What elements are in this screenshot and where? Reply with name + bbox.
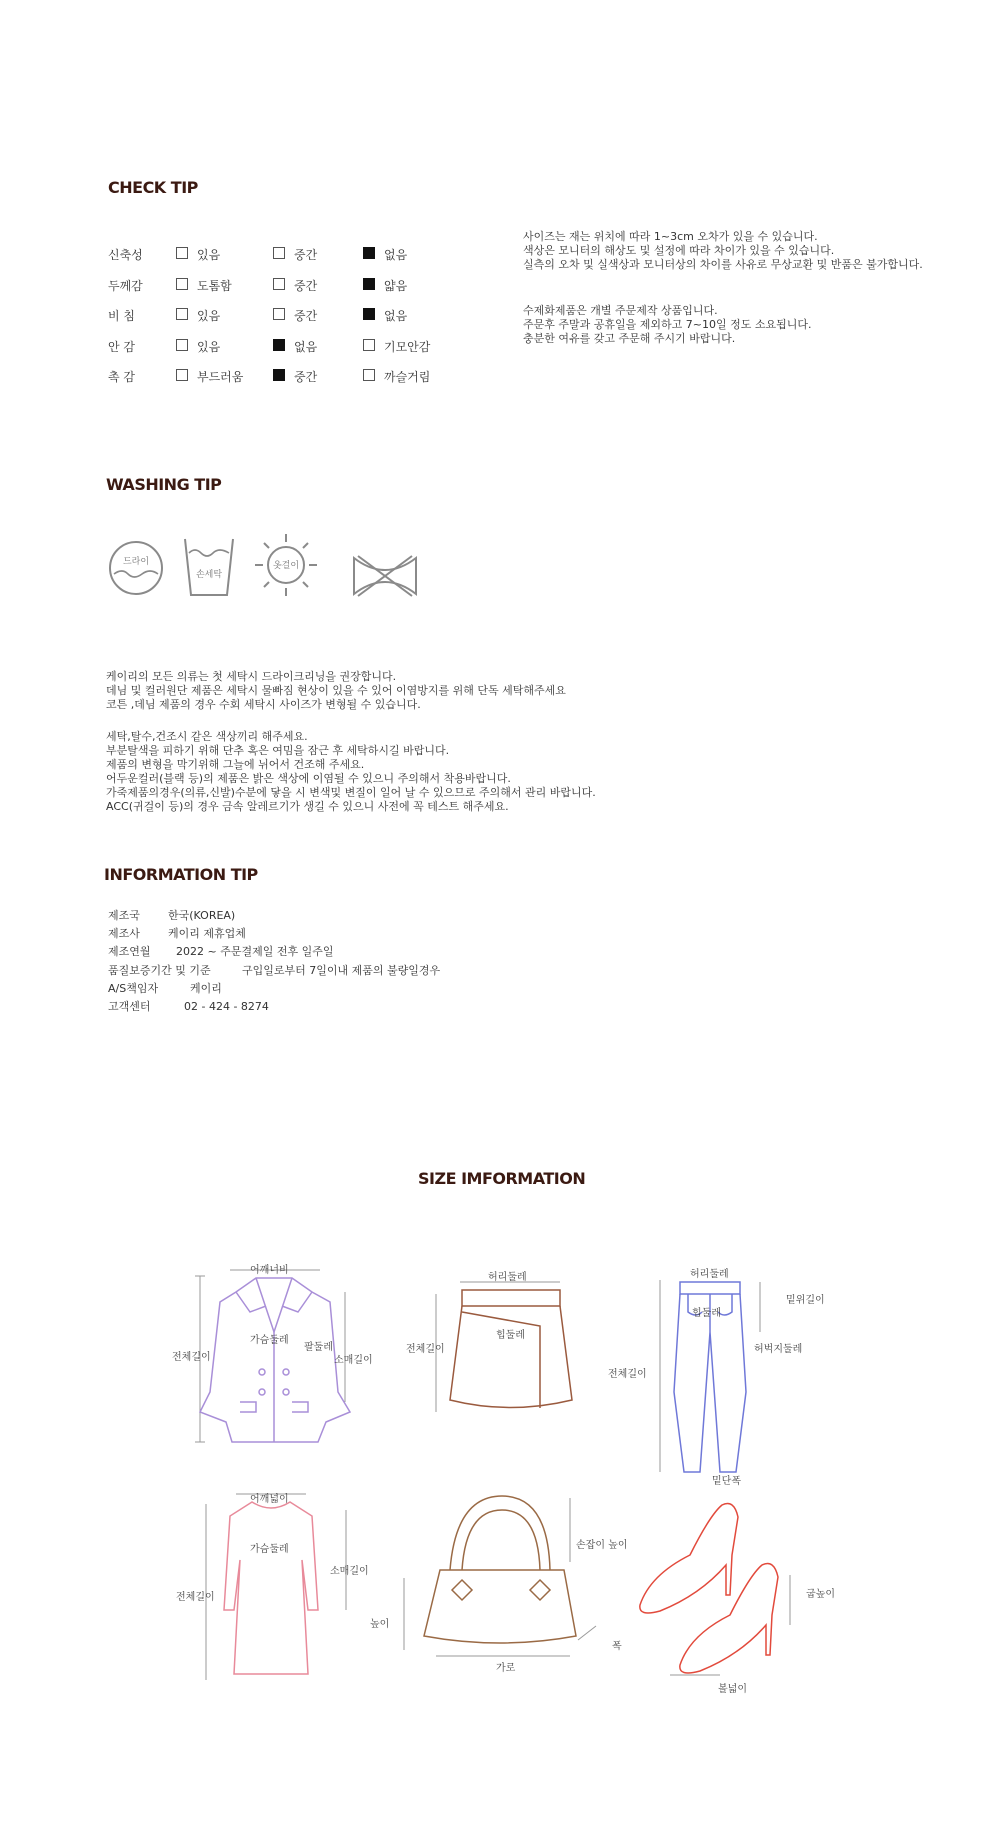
bag-width-label: 가로 xyxy=(496,1663,516,1674)
shoes-diagram xyxy=(630,1495,810,1699)
check-tip-row xyxy=(108,305,468,325)
unchecked-box-icon xyxy=(273,278,285,290)
wash-line: ACC(귀걸이 등)의 경우 금속 알레르기가 생길 수 있으니 사전에 꼭 테스트 해주세요. xyxy=(106,800,509,813)
wash-line: 가죽제품의경우(의류,신발)수분에 닿을 시 변색및 변질이 일어 날 수 있으므로 주의해서 관리 바랍니다. xyxy=(106,786,596,799)
dry-clean-icon xyxy=(108,540,164,596)
check-tip-option-label: 부드러움 xyxy=(197,370,244,384)
sun-dry-icon xyxy=(253,532,319,598)
unchecked-box-icon xyxy=(273,247,285,259)
unchecked-box-icon xyxy=(176,278,188,290)
unchecked-box-icon xyxy=(176,339,188,351)
note-line: 주문후 주말과 공휴일을 제외하고 7~10일 정도 소요됩니다. xyxy=(523,318,812,331)
washing-tip-title: WASHING TIP xyxy=(106,475,222,494)
check-tip-option-label: 기모안감 xyxy=(384,340,431,354)
information-key: 품질보증기간 및 기준 xyxy=(108,963,211,977)
dress-total-label: 전체길이 xyxy=(176,1592,215,1603)
bag-diagram xyxy=(400,1490,600,1674)
check-tip-option-label: 얇음 xyxy=(384,279,408,293)
coat-chest-label: 가슴둘레 xyxy=(250,1335,289,1346)
note-line: 색상은 모니터의 해상도 및 설정에 따라 차이가 있을 수 있습니다. xyxy=(523,244,835,257)
note-line: 실측의 오차 및 실색상과 모니터상의 차이를 사유로 무상교환 및 반품은 불가합니다. xyxy=(523,258,923,271)
coat-shoulder-label: 어깨너비 xyxy=(250,1265,289,1276)
pants-hip-label: 힙둘레 xyxy=(692,1308,721,1319)
dry-clean-label: 드라이 xyxy=(122,557,150,567)
wash-line: 어두운컬러(블랙 등)의 제품은 밝은 색상에 이염될 수 있으니 주의해서 착용바랍니다. xyxy=(106,772,511,785)
skirt-hip-label: 힙둘레 xyxy=(496,1330,525,1341)
dress-chest-label: 가슴둘레 xyxy=(250,1544,289,1555)
information-key: A/S책임자 xyxy=(108,981,159,995)
dress-shoulder-label: 어깨넓이 xyxy=(250,1494,289,1505)
wash-line: 세탁,탈수,건조시 같은 색상끼리 해주세요. xyxy=(106,730,308,743)
pants-thigh-label: 허벅지둘레 xyxy=(754,1344,803,1355)
unchecked-box-icon xyxy=(176,369,188,381)
information-row xyxy=(108,980,222,996)
check-tip-option-label: 중간 xyxy=(294,248,318,262)
washing-paragraph-2 xyxy=(106,730,596,814)
wash-line: 데님 및 컬러원단 제품은 세탁시 물빠짐 현상이 있을 수 있어 이염방지를 위해 단독 세탁해주세요 xyxy=(106,684,566,697)
information-value: 한국(KOREA) xyxy=(168,909,236,922)
note-line: 수제화제품은 개별 주문제작 상품입니다. xyxy=(523,304,718,317)
check-tip-row-label: 비 침 xyxy=(108,309,135,323)
check-tip-option-label: 없음 xyxy=(384,309,408,323)
check-tip-option-label: 까슬거림 xyxy=(384,370,431,384)
check-tip-title: CHECK TIP xyxy=(108,178,198,197)
check-tip-row-label: 신축성 xyxy=(108,248,143,262)
check-tip-row-label: 안 감 xyxy=(108,340,135,354)
check-tip-option-label: 있음 xyxy=(197,340,221,354)
shoes-heel-label: 굽높이 xyxy=(806,1589,835,1600)
shoes-ball-label: 볼넓이 xyxy=(718,1684,747,1695)
unchecked-box-icon xyxy=(176,247,188,259)
check-tip-row xyxy=(108,275,468,295)
check-tip-option-label: 중간 xyxy=(294,309,318,323)
hand-wash-icon xyxy=(183,537,235,599)
information-key: 제조연월 xyxy=(108,945,151,959)
wash-line: 케이리의 모든 의류는 첫 세탁시 드라이크리닝을 권장합니다. xyxy=(106,670,397,683)
information-value: 케이리 제휴업체 xyxy=(168,927,246,941)
check-tip-option-label: 중간 xyxy=(294,279,318,293)
checked-box-icon xyxy=(273,339,285,351)
check-tip-option-label: 중간 xyxy=(294,370,318,384)
unchecked-box-icon xyxy=(176,308,188,320)
unchecked-box-icon xyxy=(363,339,375,351)
pants-hem-label: 밑단폭 xyxy=(712,1476,741,1487)
bag-depth-label: 폭 xyxy=(612,1641,622,1652)
check-tip-option-label: 없음 xyxy=(384,248,408,262)
check-tip-row xyxy=(108,336,468,356)
check-tip-notes-2 xyxy=(523,304,811,346)
wash-line: 부분탈색을 피하기 위해 단추 혹은 여밈을 잠근 후 세탁하시길 바랍니다. xyxy=(106,744,450,757)
coat-arm-label: 팔둘레 xyxy=(304,1342,333,1353)
no-wring-icon xyxy=(350,552,420,600)
unchecked-box-icon xyxy=(273,308,285,320)
bag-height-label: 높이 xyxy=(370,1619,390,1630)
information-value: 02 - 424 - 8274 xyxy=(184,1000,269,1013)
checked-box-icon xyxy=(273,369,285,381)
note-line: 충분한 여유를 갖고 주문해 주시기 바랍니다. xyxy=(523,332,736,345)
check-tip-row xyxy=(108,366,468,386)
dress-diagram xyxy=(196,1490,366,1694)
coat-sleeve-label: 소매길이 xyxy=(334,1355,373,1366)
skirt-waist-label: 허리둘레 xyxy=(488,1272,527,1283)
size-information-title: SIZE IMFORMATION xyxy=(418,1169,586,1188)
pants-waist-label: 허리둘레 xyxy=(690,1269,729,1280)
washing-paragraph-1 xyxy=(106,670,566,712)
information-row xyxy=(108,907,235,923)
check-tip-notes-1 xyxy=(523,230,923,272)
check-tip-option-label: 없음 xyxy=(294,340,318,354)
check-tip-option-label: 도톰함 xyxy=(197,279,232,293)
dress-sleeve-label: 소매길이 xyxy=(330,1566,369,1577)
information-tip-title: INFORMATION TIP xyxy=(104,865,258,884)
sun-dry-label: 옷걸이 xyxy=(272,561,300,571)
information-value: 케이리 xyxy=(190,981,222,995)
information-row xyxy=(108,925,246,941)
hand-wash-label: 손세탁 xyxy=(195,570,223,580)
information-key: 고객센터 xyxy=(108,1000,151,1013)
bag-handle-label: 손잡이 높이 xyxy=(576,1540,628,1551)
wash-line: 코튼 ,데님 제품의 경우 수회 세탁시 사이즈가 변형될 수 있습니다. xyxy=(106,698,421,711)
note-line: 사이즈는 재는 위치에 따라 1~3cm 오차가 있을 수 있습니다. xyxy=(523,230,818,243)
pants-total-label: 전체길이 xyxy=(608,1369,647,1380)
information-row xyxy=(108,943,333,959)
check-tip-row xyxy=(108,244,468,264)
information-row xyxy=(108,962,440,978)
wash-line: 제품의 변형을 막기위해 그늘에 뉘어서 건조해 주세요. xyxy=(106,758,365,771)
checked-box-icon xyxy=(363,247,375,259)
information-value: 2022 ~ 주문결제일 전후 일주일 xyxy=(176,945,334,959)
skirt-total-label: 전체길이 xyxy=(406,1344,445,1355)
check-tip-row-label: 두께감 xyxy=(108,279,143,293)
checked-box-icon xyxy=(363,278,375,290)
information-key: 제조국 xyxy=(108,909,140,922)
coat-total-label: 전체길이 xyxy=(172,1352,211,1363)
pants-rise-label: 밑위길이 xyxy=(786,1295,825,1306)
checked-box-icon xyxy=(363,308,375,320)
unchecked-box-icon xyxy=(363,369,375,381)
information-key: 제조사 xyxy=(108,927,140,941)
check-tip-option-label: 있음 xyxy=(197,248,221,262)
information-value: 구입일로부터 7일이내 제품의 불량일경우 xyxy=(242,963,441,977)
check-tip-row-label: 촉 감 xyxy=(108,370,135,384)
information-row xyxy=(108,998,269,1014)
check-tip-option-label: 있음 xyxy=(197,309,221,323)
